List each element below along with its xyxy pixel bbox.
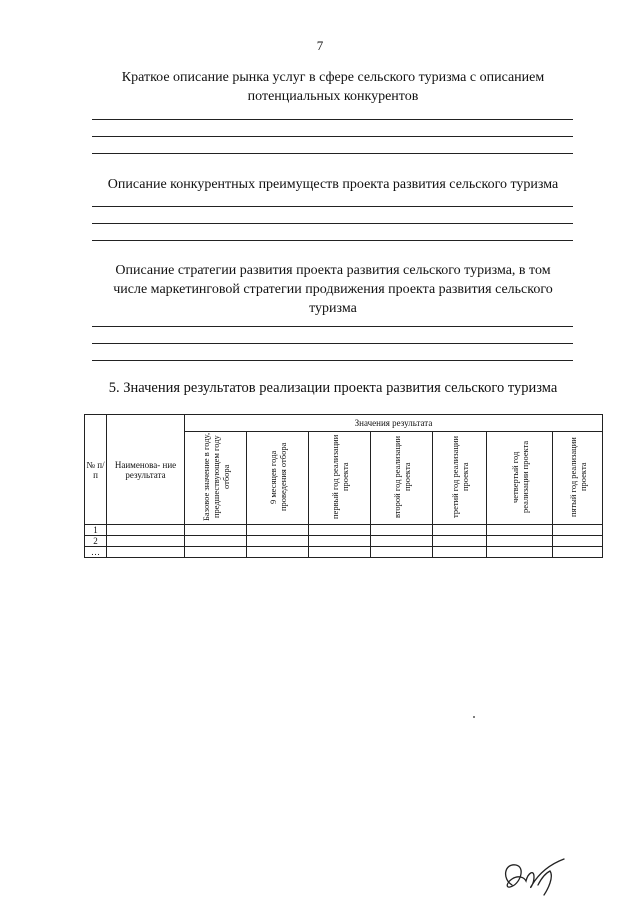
fill-line [92, 240, 573, 241]
row-number: 2 [85, 536, 107, 547]
results-table [84, 414, 603, 558]
row-number: … [85, 547, 107, 558]
fill-line [92, 153, 573, 154]
heading-line: Краткое описание рынка услуг в сфере сельского туризма с описанием [121, 70, 545, 85]
column-header-9-months: 9 месяцев года проведения отбора [247, 432, 309, 525]
heading-line: потенциальных конкурентов [247, 89, 419, 104]
market-description-heading [88, 68, 578, 106]
page-number: 7 [316, 38, 324, 53]
fill-line [92, 223, 573, 224]
column-header-year-5: пятый год реализации проекта [553, 432, 603, 525]
fill-line [92, 206, 573, 207]
heading-line: туризма [309, 301, 357, 316]
fill-line [92, 326, 573, 327]
column-header-year-4: четвертый год реализации проекта [487, 432, 553, 525]
row-number: 1 [85, 525, 107, 536]
heading-line: Описание стратегии развития проекта развития сельского туризма, в том [115, 263, 551, 278]
scan-speck [473, 716, 475, 718]
column-header-year-1: первый год реализации проекта [309, 432, 371, 525]
results-section-title: 5. Значения результатов реализации проекта развития сельского туризма [108, 380, 558, 396]
column-group-header: Значения результата [185, 415, 603, 432]
strategy-heading [88, 261, 578, 318]
signature-mark [498, 855, 578, 897]
fill-line [92, 360, 573, 361]
header-label: Наименова- ние результата [114, 459, 177, 480]
fill-line [92, 136, 573, 137]
header-label: № п/ п [86, 459, 105, 480]
fill-line [92, 119, 573, 120]
column-header-base-value: Базовое значение в году, предшествующем году отбора [185, 432, 247, 525]
column-header-year-2: второй год реализации проекта [371, 432, 433, 525]
column-header-number [85, 415, 107, 525]
column-header-name [107, 415, 185, 525]
column-header-year-3: третий год реализации проекта [433, 432, 487, 525]
fill-line [92, 343, 573, 344]
table-row [85, 525, 603, 536]
table-row [85, 547, 603, 558]
heading-line: числе маркетинговой стратегии продвижения проекта развития сельского [113, 282, 553, 297]
advantages-heading: Описание конкурентных преимуществ проекта развития сельского туризма [107, 177, 559, 192]
table-row [85, 536, 603, 547]
